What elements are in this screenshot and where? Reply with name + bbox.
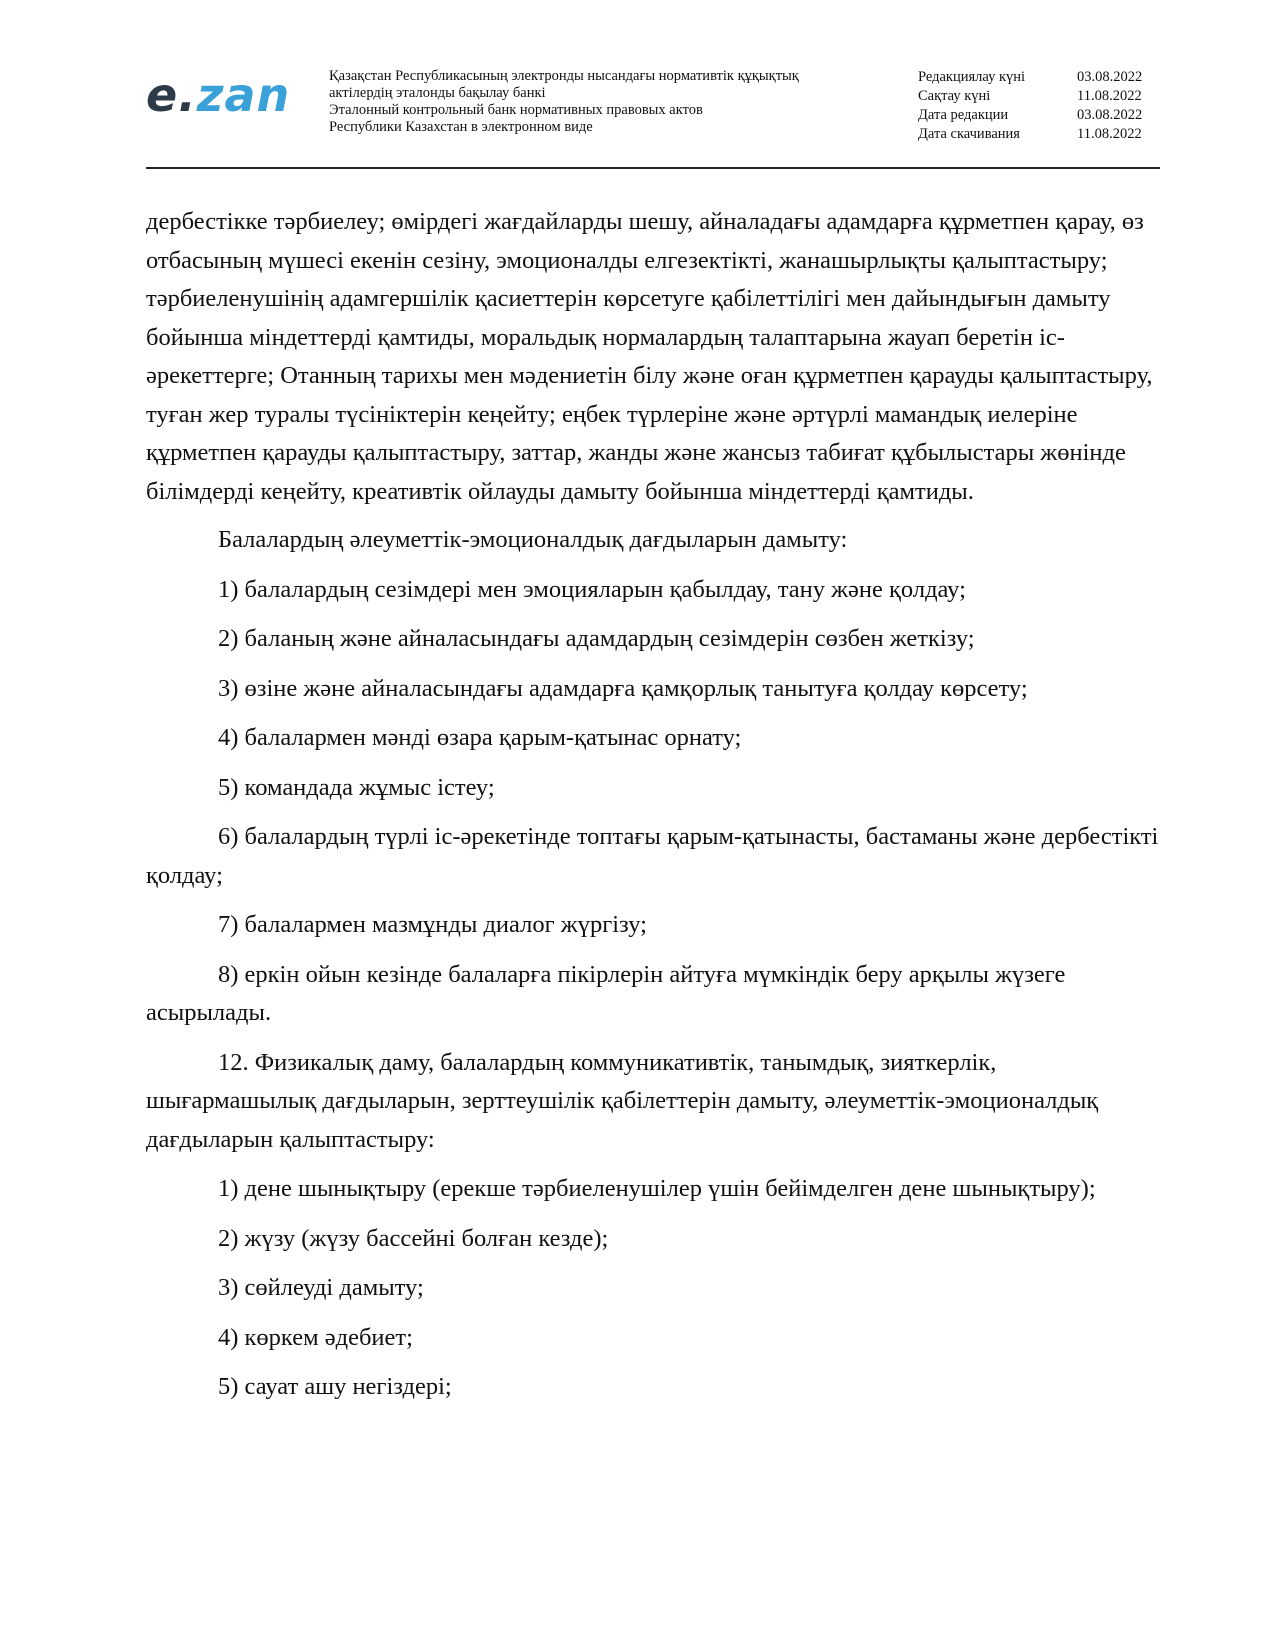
meta-value: 03.08.2022 bbox=[1077, 107, 1143, 123]
meta-row-download-date-ru bbox=[918, 125, 1160, 144]
list-item: 5) командада жұмыс істеу; bbox=[218, 773, 495, 801]
list-item: 7) балалармен мазмұнды диалог жүргізу; bbox=[218, 911, 647, 938]
meta-row-save-date-kz bbox=[918, 87, 1160, 106]
list-item: 3) өзіне және айналасындағы адамдарға қамқорлық танытуға қолдау көрсету; bbox=[218, 674, 1028, 702]
header-meta bbox=[918, 68, 1160, 144]
section-paragraph: 12. Физикалық даму, балалардың коммуникативтік, танымдық, зияткерлік, шығармашылық дағдыларын, зерттеушілік қабілеттерін дамыту, әлеуметтік-эмоционалдық дағдыларын қалыптастыру: bbox=[146, 1048, 1099, 1153]
meta-value: 03.08.2022 bbox=[1077, 69, 1143, 85]
list-item: 4) көркем әдебиет; bbox=[218, 1323, 413, 1351]
body-paragraph: Балалардың әлеуметтік-эмоционалдық дағдыларын дамыту: bbox=[218, 526, 848, 553]
list-item: 2) баланың және айналасындағы адамдардың сезімдерін сөзбен жеткізу; bbox=[218, 625, 975, 652]
meta-label: Редакциялау күні bbox=[918, 69, 1026, 85]
logo-zan: zan bbox=[196, 68, 291, 122]
header-description-line: Қазақстан Республикасының электронды нысандағы нормативтік құқықтық bbox=[329, 68, 799, 84]
document-body bbox=[146, 203, 1166, 1418]
header-description-line: актілердің эталонды бақылау банкі bbox=[329, 85, 546, 101]
list-item: 1) дене шынықтыру (ерекше тәрбиеленушілер үшін бейімделген дене шынықтыру); bbox=[218, 1175, 1096, 1202]
document-header bbox=[146, 62, 1160, 162]
meta-value: 11.08.2022 bbox=[1077, 126, 1142, 142]
list-item: 6) балалардың түрлі іс-әрекетінде топтағы қарым-қатынасты, бастаманы және дербестікті қолдау; bbox=[146, 823, 1159, 889]
ezan-logo bbox=[146, 68, 291, 122]
list-item: 4) балалармен мәнді өзара қарым-қатынас орнату; bbox=[218, 724, 742, 751]
list-item: 3) сөйлеуді дамыту; bbox=[218, 1274, 424, 1301]
meta-row-edit-date-kz bbox=[918, 68, 1160, 87]
list-item: 2) жүзу (жүзу бассейні болған кезде); bbox=[218, 1224, 609, 1252]
meta-value: 11.08.2022 bbox=[1077, 88, 1142, 104]
list-item: 1) балалардың сезімдері мен эмоцияларын қабылдау, тану және қолдау; bbox=[218, 575, 966, 603]
meta-label: Сақтау күні bbox=[918, 88, 991, 104]
meta-label: Дата редакции bbox=[918, 107, 1009, 123]
logo-e: e. bbox=[146, 68, 197, 122]
header-divider bbox=[146, 167, 1160, 169]
meta-row-edit-date-ru bbox=[918, 106, 1160, 125]
list-item: 5) сауат ашу негіздері; bbox=[218, 1373, 452, 1400]
header-description-line: Республики Казахстан в электронном виде bbox=[329, 119, 593, 135]
header-description bbox=[329, 68, 869, 136]
meta-label: Дата скачивания bbox=[918, 126, 1020, 142]
header-description-line: Эталонный контрольный банк нормативных правовых актов bbox=[329, 102, 703, 118]
list-item: 8) еркін ойын кезінде балаларға пікірлерін айтуға мүмкіндік беру арқылы жүзеге асырылады. bbox=[146, 960, 1066, 1026]
body-paragraph: дербестікке тәрбиелеу; өмірдегі жағдайларды шешу, айналадағы адамдарға құрметпен қарау, өз отбасының мүшесі екенін сезіну, эмоционалды елгезектікті, жанашырлықты қалыптастыру; тәрбиеленушінің адамгершілік қасиеттерін көрсетуге қабілеттілігі мен дайындығын дамыту бойынша міндеттерді қамтиды, моральдық нормалардың талаптарына жауап беретін іс-әрекеттерге; Отанның тарихы мен мәдениетін білу және оған құрметпен қарауды қалыптастыру, туған жер туралы түсініктерін кеңейту; еңбек түрлеріне және әртүрлі мамандық иелеріне құрметпен қарауды қалыптастыру, заттар, жанды және жансыз табиғат құбылыстары жөнінде білімдерді кеңейту, креативтік ойлауды дамыту бойынша міндеттерді қамтиды. bbox=[146, 208, 1153, 505]
